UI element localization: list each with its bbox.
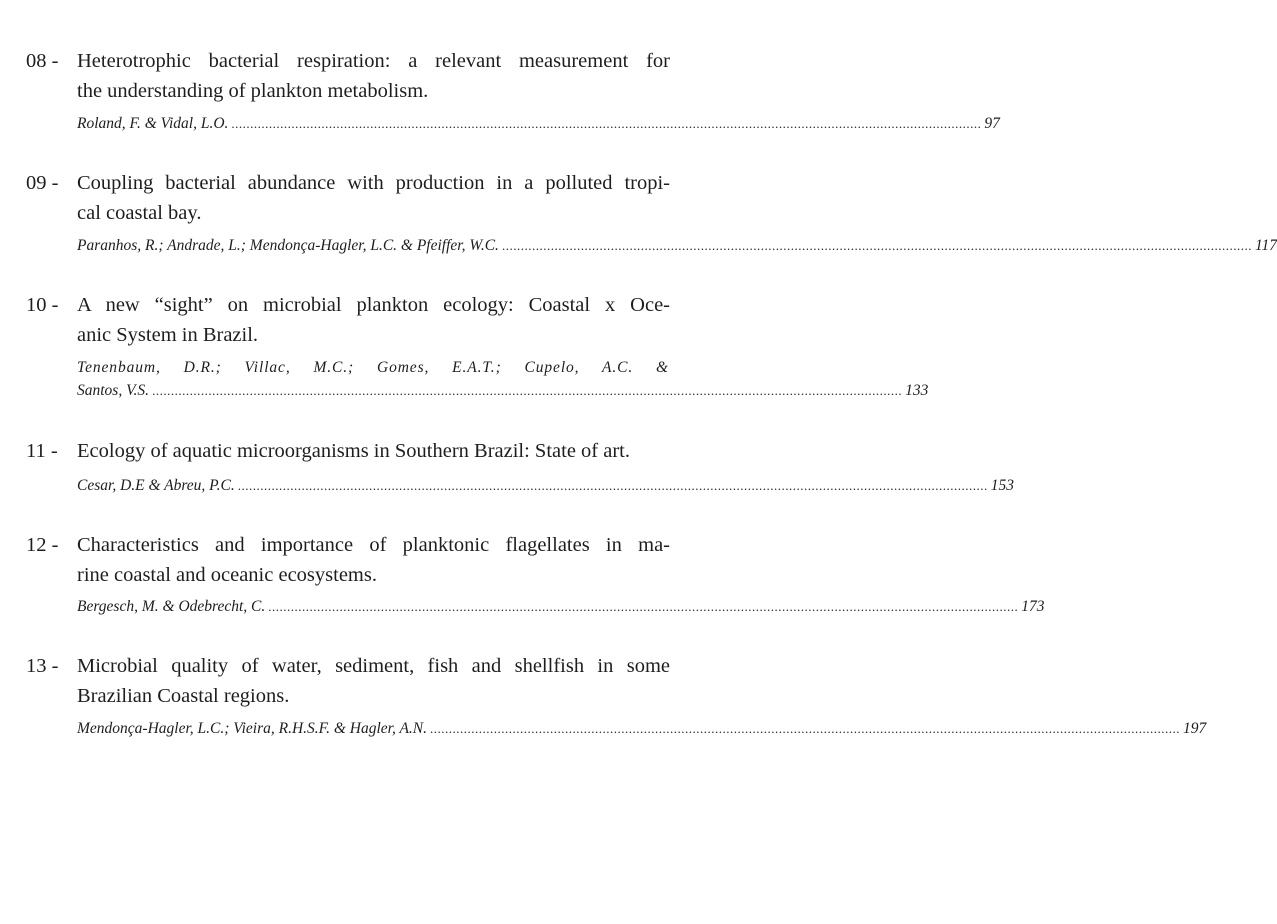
page-number: 97 bbox=[984, 115, 1000, 132]
chapter-authors bbox=[77, 595, 1045, 618]
chapter-title bbox=[77, 168, 670, 228]
authors-text: Bergesch, M. & Odebrecht, C. bbox=[77, 598, 266, 615]
dot-leader: ........................................................................................................................................................................................................ bbox=[268, 599, 1019, 614]
chapter-number: 10 - bbox=[26, 294, 59, 316]
chapter-title-line: cal coastal bay. bbox=[77, 202, 202, 224]
chapter-title-line: the understanding of plankton metabolism. bbox=[77, 80, 429, 102]
chapter-authors bbox=[77, 474, 1014, 497]
chapter-number: 08 - bbox=[26, 50, 59, 72]
chapter-title-line: Brazilian Coastal regions. bbox=[77, 685, 290, 707]
chapter-authors bbox=[77, 112, 1000, 135]
chapter-title bbox=[77, 46, 670, 106]
chapter-number: 12 - bbox=[26, 534, 59, 556]
chapter-title bbox=[77, 436, 670, 466]
chapter-authors bbox=[77, 234, 1277, 257]
chapter-authors bbox=[77, 356, 929, 402]
authors-text: Tenenbaum, D.R.; Villac, M.C.; Gomes, E.A.T.; Cupelo, A.C. & bbox=[77, 359, 669, 376]
chapter-number: 13 - bbox=[26, 655, 59, 677]
chapter-authors bbox=[77, 717, 1207, 740]
chapter-title-line: Heterotrophic bacterial respiration: a relevant measurement for bbox=[77, 50, 670, 72]
page-number: 133 bbox=[905, 382, 929, 399]
dot-leader: ........................................................................................................................................................................................................ bbox=[430, 721, 1181, 736]
chapter-number: 09 - bbox=[26, 172, 59, 194]
chapter-title bbox=[77, 530, 670, 590]
authors-text: Mendonça-Hagler, L.C.; Vieira, R.H.S.F. & Hagler, A.N. bbox=[77, 720, 428, 737]
page-number: 173 bbox=[1021, 598, 1045, 615]
chapter-title-line: anic System in Brazil. bbox=[77, 324, 259, 346]
page-number: 117 bbox=[1254, 237, 1277, 254]
chapter-title-line: Characteristics and importance of planktonic flagellates in ma- bbox=[77, 534, 670, 556]
authors-text: Roland, F. & Vidal, L.O. bbox=[77, 115, 229, 132]
chapter-title-line: Microbial quality of water, sediment, fish and shellfish in some bbox=[77, 655, 670, 677]
authors-text: Santos, V.S. bbox=[77, 382, 150, 399]
chapter-title-line: Coupling bacterial abundance with production in a polluted tropi- bbox=[77, 172, 670, 194]
authors-text: Cesar, D.E & Abreu, P.C. bbox=[77, 477, 235, 494]
chapter-number: 11 - bbox=[26, 440, 58, 462]
chapter-title-line: rine coastal and oceanic ecosystems. bbox=[77, 564, 377, 586]
page-number: 153 bbox=[990, 477, 1014, 494]
chapter-title-line: Ecology of aquatic microorganisms in Southern Brazil: State of art. bbox=[77, 440, 630, 462]
dot-leader: ........................................................................................................................................................................................................ bbox=[237, 478, 988, 493]
dot-leader: ........................................................................................................................................................................................................ bbox=[231, 116, 982, 131]
page-number: 197 bbox=[1183, 720, 1207, 737]
dot-leader: ........................................................................................................................................................................................................ bbox=[501, 238, 1252, 253]
chapter-title bbox=[77, 290, 670, 350]
chapter-title-line: A new “sight” on microbial plankton ecology: Coastal x Oce- bbox=[77, 294, 670, 316]
chapter-title bbox=[77, 651, 670, 711]
dot-leader: ........................................................................................................................................................................................................ bbox=[152, 383, 903, 398]
authors-text: Paranhos, R.; Andrade, L.; Mendonça-Hagler, L.C. & Pfeiffer, W.C. bbox=[77, 237, 499, 254]
